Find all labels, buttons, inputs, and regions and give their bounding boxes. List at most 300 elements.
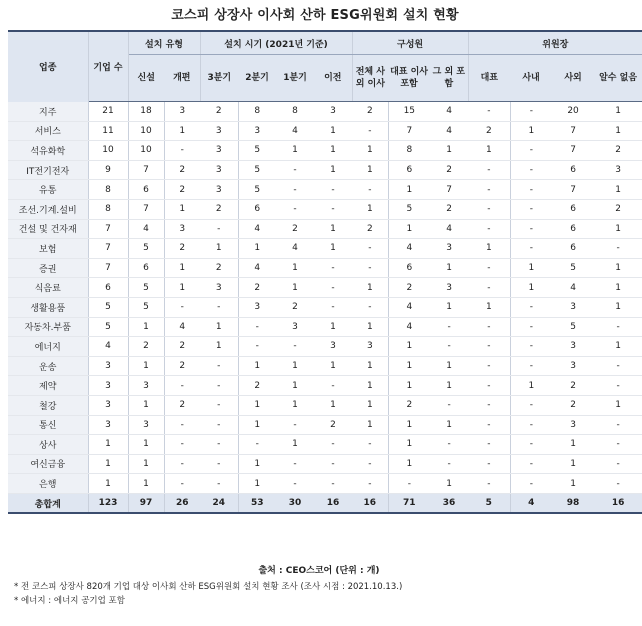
value-cell: - xyxy=(200,376,238,396)
value-cell: 3 xyxy=(128,415,164,435)
value-cell: 3 xyxy=(88,376,128,396)
value-cell: 1 xyxy=(594,297,642,317)
value-cell: 4 xyxy=(276,121,314,141)
table-body xyxy=(8,102,642,514)
value-cell: 4 xyxy=(238,258,276,278)
value-cell: 30 xyxy=(276,493,314,513)
total-row xyxy=(8,493,642,513)
table-row xyxy=(8,337,642,357)
value-cell: 2 xyxy=(238,376,276,396)
value-cell: 2 xyxy=(164,239,200,259)
value-cell: - xyxy=(510,180,552,200)
value-cell: - xyxy=(594,415,642,435)
value-cell: - xyxy=(352,180,388,200)
value-cell: - xyxy=(200,454,238,474)
header-chair-inside: 사내 xyxy=(510,55,552,102)
value-cell: 1 xyxy=(468,239,510,259)
value-cell: - xyxy=(314,278,352,298)
value-cell: 3 xyxy=(200,160,238,180)
value-cell: 1 xyxy=(430,415,468,435)
value-cell: - xyxy=(352,454,388,474)
table-row xyxy=(8,415,642,435)
value-cell: 4 xyxy=(388,297,430,317)
value-cell: - xyxy=(594,376,642,396)
value-cell: 1 xyxy=(430,376,468,396)
value-cell: 1 xyxy=(128,435,164,455)
value-cell: - xyxy=(510,356,552,376)
value-cell: 3 xyxy=(88,415,128,435)
value-cell: 5 xyxy=(552,317,594,337)
value-cell: - xyxy=(352,121,388,141)
value-cell: 1 xyxy=(128,356,164,376)
value-cell: 1 xyxy=(314,239,352,259)
value-cell: 3 xyxy=(200,180,238,200)
value-cell: 3 xyxy=(164,219,200,239)
value-cell: - xyxy=(276,180,314,200)
value-cell: 1 xyxy=(314,317,352,337)
value-cell: 1 xyxy=(276,435,314,455)
value-cell: - xyxy=(468,474,510,494)
value-cell: 6 xyxy=(128,180,164,200)
header-others-included: 그 외 포함 xyxy=(430,55,468,102)
value-cell: 3 xyxy=(200,278,238,298)
value-cell: 7 xyxy=(388,121,430,141)
table-row xyxy=(8,219,642,239)
value-cell: 2 xyxy=(552,376,594,396)
value-cell: - xyxy=(430,317,468,337)
value-cell: - xyxy=(164,435,200,455)
value-cell: - xyxy=(594,474,642,494)
value-cell: - xyxy=(510,297,552,317)
value-cell: 3 xyxy=(88,395,128,415)
value-cell: - xyxy=(430,395,468,415)
value-cell: 3 xyxy=(594,160,642,180)
value-cell: 1 xyxy=(352,415,388,435)
value-cell: - xyxy=(594,454,642,474)
value-cell: - xyxy=(200,297,238,317)
table-row xyxy=(8,297,642,317)
value-cell: - xyxy=(468,454,510,474)
table-row xyxy=(8,239,642,259)
value-cell: 5 xyxy=(88,317,128,337)
value-cell: 1 xyxy=(352,376,388,396)
value-cell: 8 xyxy=(388,141,430,161)
header-new: 신설 xyxy=(128,55,164,102)
value-cell: 1 xyxy=(314,121,352,141)
value-cell: - xyxy=(276,454,314,474)
value-cell: 5 xyxy=(88,297,128,317)
value-cell: 1 xyxy=(552,435,594,455)
value-cell: 3 xyxy=(276,317,314,337)
value-cell: 1 xyxy=(314,160,352,180)
value-cell: 1 xyxy=(88,454,128,474)
value-cell: - xyxy=(510,199,552,219)
value-cell: 2 xyxy=(352,102,388,122)
value-cell: 1 xyxy=(430,297,468,317)
value-cell: 2 xyxy=(164,395,200,415)
value-cell: - xyxy=(352,435,388,455)
value-cell: 1 xyxy=(388,219,430,239)
value-cell: - xyxy=(510,474,552,494)
table-row xyxy=(8,356,642,376)
industry-cell: 은행 xyxy=(8,474,88,494)
table-row xyxy=(8,474,642,494)
value-cell: 1 xyxy=(594,180,642,200)
value-cell: 5 xyxy=(128,278,164,298)
header-chair-outside: 사외 xyxy=(552,55,594,102)
value-cell: 1 xyxy=(430,474,468,494)
table-row xyxy=(8,376,642,396)
value-cell: 1 xyxy=(164,121,200,141)
value-cell: 1 xyxy=(352,356,388,376)
value-cell: 2 xyxy=(164,356,200,376)
table-row xyxy=(8,317,642,337)
value-cell: - xyxy=(430,454,468,474)
value-cell: 5 xyxy=(128,297,164,317)
value-cell: 5 xyxy=(128,239,164,259)
industry-cell: 통신 xyxy=(8,415,88,435)
value-cell: - xyxy=(276,160,314,180)
value-cell: 2 xyxy=(164,160,200,180)
value-cell: - xyxy=(510,337,552,357)
value-cell: - xyxy=(352,297,388,317)
value-cell: 1 xyxy=(388,454,430,474)
value-cell: 2 xyxy=(314,415,352,435)
value-cell: 11 xyxy=(88,121,128,141)
value-cell: 6 xyxy=(388,160,430,180)
value-cell: 1 xyxy=(430,258,468,278)
industry-cell: 생활용품 xyxy=(8,297,88,317)
header-all-outside-directors: 전체 사외 이사 xyxy=(352,55,388,102)
value-cell: - xyxy=(468,317,510,337)
value-cell: 3 xyxy=(238,297,276,317)
value-cell: - xyxy=(314,199,352,219)
industry-cell: 철강 xyxy=(8,395,88,415)
value-cell: - xyxy=(510,435,552,455)
value-cell: - xyxy=(314,297,352,317)
table-row xyxy=(8,435,642,455)
value-cell: 98 xyxy=(552,493,594,513)
source-note: 출처 : CEO스코어 (단위 : 개) xyxy=(258,566,380,576)
value-cell: 1 xyxy=(352,278,388,298)
value-cell: - xyxy=(200,219,238,239)
header-composition: 구성원 xyxy=(352,31,468,55)
value-cell: 4 xyxy=(552,278,594,298)
industry-cell: 여신금융 xyxy=(8,454,88,474)
value-cell: 4 xyxy=(164,317,200,337)
value-cell: 1 xyxy=(276,141,314,161)
value-cell: - xyxy=(468,160,510,180)
value-cell: 6 xyxy=(552,219,594,239)
value-cell: - xyxy=(594,435,642,455)
value-cell: 2 xyxy=(128,337,164,357)
value-cell: 8 xyxy=(88,180,128,200)
value-cell: 10 xyxy=(88,141,128,161)
header-reorganized: 개편 xyxy=(164,55,200,102)
value-cell: - xyxy=(276,474,314,494)
value-cell: 97 xyxy=(128,493,164,513)
value-cell: 1 xyxy=(510,258,552,278)
value-cell: 1 xyxy=(352,141,388,161)
value-cell: 3 xyxy=(314,337,352,357)
value-cell: - xyxy=(510,317,552,337)
value-cell: 1 xyxy=(352,199,388,219)
industry-cell: 건설 및 건자재 xyxy=(8,219,88,239)
value-cell: 15 xyxy=(388,102,430,122)
industry-cell: 제약 xyxy=(8,376,88,396)
value-cell: 3 xyxy=(352,337,388,357)
value-cell: - xyxy=(314,258,352,278)
value-cell: 5 xyxy=(238,141,276,161)
value-cell: 2 xyxy=(352,219,388,239)
value-cell: 36 xyxy=(430,493,468,513)
value-cell: - xyxy=(594,239,642,259)
value-cell: 9 xyxy=(88,160,128,180)
value-cell: 2 xyxy=(200,199,238,219)
table-row xyxy=(8,160,642,180)
industry-cell: 에너지 xyxy=(8,337,88,357)
value-cell: 1 xyxy=(164,258,200,278)
value-cell: 10 xyxy=(128,141,164,161)
value-cell: - xyxy=(468,356,510,376)
value-cell: 1 xyxy=(128,474,164,494)
header-chair-ceo: 대표 xyxy=(468,55,510,102)
value-cell: 1 xyxy=(352,160,388,180)
header-before: 이전 xyxy=(314,55,352,102)
value-cell: 16 xyxy=(314,493,352,513)
value-cell: 71 xyxy=(388,493,430,513)
esg-committee-table xyxy=(8,30,642,514)
value-cell: 2 xyxy=(200,258,238,278)
value-cell: 6 xyxy=(238,199,276,219)
value-cell: 20 xyxy=(552,102,594,122)
table-row xyxy=(8,395,642,415)
value-cell: 1 xyxy=(276,278,314,298)
header-chair: 위원장 xyxy=(468,31,642,55)
value-cell: 1 xyxy=(510,121,552,141)
value-cell: 1 xyxy=(352,317,388,337)
value-cell: 2 xyxy=(238,278,276,298)
value-cell: 1 xyxy=(388,376,430,396)
industry-cell: 자동차.부품 xyxy=(8,317,88,337)
value-cell: - xyxy=(510,141,552,161)
value-cell: - xyxy=(510,415,552,435)
value-cell: 7 xyxy=(128,199,164,219)
header-q2: 2분기 xyxy=(238,55,276,102)
footnotes xyxy=(14,564,624,608)
value-cell: 1 xyxy=(314,141,352,161)
value-cell: 7 xyxy=(552,141,594,161)
value-cell: 1 xyxy=(88,474,128,494)
value-cell: - xyxy=(468,415,510,435)
value-cell: 1 xyxy=(128,317,164,337)
value-cell: 3 xyxy=(552,415,594,435)
value-cell: 1 xyxy=(238,395,276,415)
value-cell: 2 xyxy=(552,395,594,415)
header-ceo-included: 대표 이사 포함 xyxy=(388,55,430,102)
table-row xyxy=(8,199,642,219)
value-cell: 1 xyxy=(128,395,164,415)
industry-cell: 증권 xyxy=(8,258,88,278)
value-cell: - xyxy=(200,435,238,455)
value-cell: 1 xyxy=(388,337,430,357)
value-cell: - xyxy=(314,474,352,494)
value-cell: 2 xyxy=(200,102,238,122)
value-cell: 1 xyxy=(238,474,276,494)
value-cell: 10 xyxy=(128,121,164,141)
value-cell: 1 xyxy=(88,435,128,455)
value-cell: - xyxy=(388,474,430,494)
value-cell: 4 xyxy=(238,219,276,239)
value-cell: 18 xyxy=(128,102,164,122)
value-cell: - xyxy=(200,395,238,415)
value-cell: - xyxy=(314,180,352,200)
value-cell: 4 xyxy=(430,102,468,122)
table-row xyxy=(8,141,642,161)
value-cell: 5 xyxy=(388,199,430,219)
value-cell: 1 xyxy=(276,376,314,396)
value-cell: - xyxy=(468,258,510,278)
value-cell: 1 xyxy=(238,415,276,435)
value-cell: 1 xyxy=(510,278,552,298)
value-cell: 1 xyxy=(128,454,164,474)
value-cell: 2 xyxy=(276,297,314,317)
value-cell: 1 xyxy=(314,395,352,415)
value-cell: 1 xyxy=(164,199,200,219)
value-cell: 5 xyxy=(468,493,510,513)
value-cell: 1 xyxy=(594,219,642,239)
value-cell: 123 xyxy=(88,493,128,513)
value-cell: - xyxy=(468,102,510,122)
value-cell: - xyxy=(200,356,238,376)
value-cell: 6 xyxy=(128,258,164,278)
value-cell: - xyxy=(430,435,468,455)
value-cell: - xyxy=(510,395,552,415)
header-company-count: 기업 수 xyxy=(88,31,128,102)
value-cell: 1 xyxy=(594,395,642,415)
value-cell: 1 xyxy=(238,356,276,376)
value-cell: 3 xyxy=(238,121,276,141)
value-cell: 7 xyxy=(88,239,128,259)
value-cell: - xyxy=(468,395,510,415)
value-cell: - xyxy=(276,415,314,435)
value-cell: 4 xyxy=(388,239,430,259)
value-cell: 7 xyxy=(128,160,164,180)
value-cell: - xyxy=(200,415,238,435)
value-cell: 6 xyxy=(552,199,594,219)
value-cell: - xyxy=(164,376,200,396)
value-cell: - xyxy=(510,239,552,259)
industry-cell: 보험 xyxy=(8,239,88,259)
value-cell: 1 xyxy=(430,141,468,161)
value-cell: - xyxy=(468,376,510,396)
value-cell: - xyxy=(510,219,552,239)
table-row xyxy=(8,102,642,122)
value-cell: 6 xyxy=(88,278,128,298)
value-cell: - xyxy=(468,278,510,298)
value-cell: 16 xyxy=(594,493,642,513)
value-cell: 2 xyxy=(164,180,200,200)
header-q1: 1분기 xyxy=(276,55,314,102)
value-cell: 2 xyxy=(388,278,430,298)
value-cell: 8 xyxy=(88,199,128,219)
value-cell: 2 xyxy=(388,395,430,415)
value-cell: - xyxy=(314,454,352,474)
value-cell: 3 xyxy=(552,337,594,357)
value-cell: - xyxy=(164,474,200,494)
value-cell: 1 xyxy=(314,356,352,376)
value-cell: 8 xyxy=(276,102,314,122)
value-cell: 3 xyxy=(164,102,200,122)
table-row xyxy=(8,121,642,141)
value-cell: 2 xyxy=(276,219,314,239)
value-cell: 21 xyxy=(88,102,128,122)
value-cell: 1 xyxy=(352,395,388,415)
footnote-energy: * 에너지 : 에너지 공기업 포함 xyxy=(14,596,125,606)
header-install-time: 설치 시기 (2021년 기준) xyxy=(200,31,352,55)
value-cell: - xyxy=(238,337,276,357)
value-cell: 2 xyxy=(468,121,510,141)
value-cell: - xyxy=(238,435,276,455)
header-install-type: 설치 유형 xyxy=(128,31,200,55)
value-cell: - xyxy=(594,317,642,337)
value-cell: 7 xyxy=(430,180,468,200)
value-cell: 5 xyxy=(238,160,276,180)
value-cell: 7 xyxy=(552,180,594,200)
value-cell: - xyxy=(430,337,468,357)
value-cell: 2 xyxy=(164,337,200,357)
value-cell: 1 xyxy=(594,278,642,298)
value-cell: 1 xyxy=(388,356,430,376)
value-cell: - xyxy=(164,454,200,474)
value-cell: 4 xyxy=(388,317,430,337)
industry-cell: 서비스 xyxy=(8,121,88,141)
value-cell: - xyxy=(314,435,352,455)
value-cell: - xyxy=(200,474,238,494)
value-cell: 1 xyxy=(314,219,352,239)
table-row xyxy=(8,258,642,278)
industry-cell: 상사 xyxy=(8,435,88,455)
value-cell: 2 xyxy=(430,160,468,180)
value-cell: - xyxy=(314,376,352,396)
value-cell: 4 xyxy=(276,239,314,259)
value-cell: 1 xyxy=(468,141,510,161)
value-cell: 1 xyxy=(594,102,642,122)
value-cell: 53 xyxy=(238,493,276,513)
footnote-survey: * 전 코스피 상장사 820개 기업 대상 이사회 산하 ESG위원회 설치 현황 조사 (조사 시점 : 2021.10.13.) xyxy=(14,582,403,592)
industry-cell: IT전기전자 xyxy=(8,160,88,180)
industry-cell: 석유화학 xyxy=(8,141,88,161)
value-cell: 3 xyxy=(552,356,594,376)
value-cell: 4 xyxy=(128,219,164,239)
industry-cell: 조선.기계.설비 xyxy=(8,199,88,219)
value-cell: - xyxy=(468,337,510,357)
value-cell: 16 xyxy=(352,493,388,513)
value-cell: 1 xyxy=(430,356,468,376)
value-cell: 3 xyxy=(200,141,238,161)
value-cell: 6 xyxy=(552,160,594,180)
value-cell: 4 xyxy=(430,219,468,239)
value-cell: 3 xyxy=(430,278,468,298)
value-cell: 1 xyxy=(594,337,642,357)
value-cell: 7 xyxy=(88,219,128,239)
value-cell: 1 xyxy=(594,258,642,278)
value-cell: - xyxy=(276,337,314,357)
value-cell: 1 xyxy=(276,395,314,415)
value-cell: 1 xyxy=(468,297,510,317)
header-row-groups xyxy=(8,31,642,55)
value-cell: - xyxy=(276,199,314,219)
